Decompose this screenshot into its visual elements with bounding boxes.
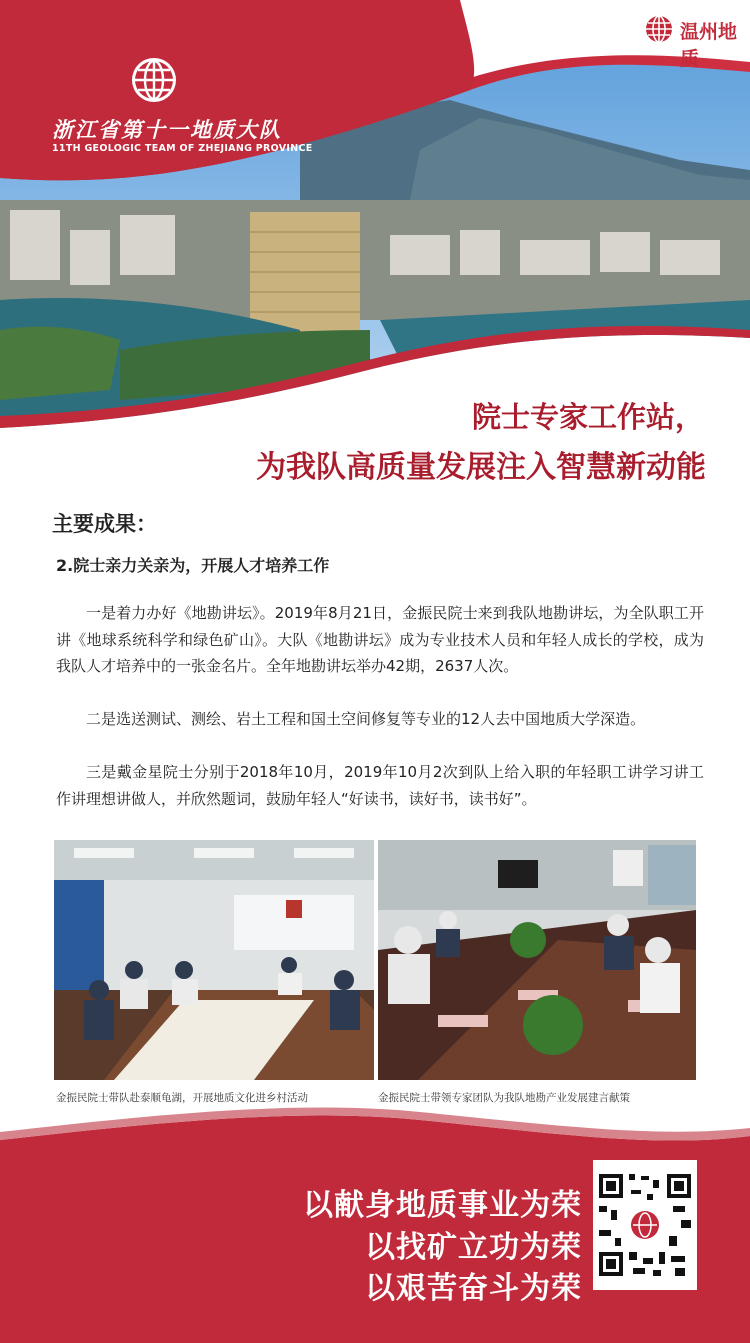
meeting-photo-2	[378, 840, 696, 1080]
header-banner	[0, 0, 750, 440]
globe-logo-icon	[130, 56, 178, 104]
photo-caption-2: 金振民院士带领专家团队为我队地勘产业发展建言献策	[378, 1092, 630, 1104]
team-name-cn: 浙江省第十一地质大队	[52, 117, 282, 142]
team-name-en: 11TH GEOLOGIC TEAM OF ZHEJIANG PROVINCE	[52, 143, 313, 154]
photo-caption-1: 金振民院士带队赴泰顺龟湖，开展地质文化进乡村活动	[56, 1092, 308, 1104]
slogan-line: 以艰苦奋斗为荣	[365, 1271, 582, 1306]
headline-line1: 院士专家工作站，	[471, 400, 704, 434]
globe-logo-icon	[644, 14, 674, 44]
section-title: 主要成果：	[52, 512, 157, 536]
paragraph: 三是戴金星院士分别于2018年10月，2019年10月2次到队上给入职的年轻职工讲学习讲工作讲理想讲做人，并欣然题词，鼓励年轻人“好读书，读好书，读书好”。	[56, 763, 704, 808]
section-subtitle: 2.院士亲力关亲为，开展人才培养工作	[56, 556, 330, 575]
paragraph: 二是选送测试、测绘、岩土工程和国土空间修复等专业的12人去中国地质大学深造。	[86, 710, 646, 728]
headline-line2: 为我队高质量发展注入智慧新动能	[256, 450, 706, 485]
qr-code-icon[interactable]	[593, 1160, 697, 1290]
meeting-photo-1	[54, 840, 374, 1080]
brand-name: 温州地质	[680, 21, 738, 70]
slogan-line: 以找矿立功为荣	[365, 1230, 582, 1265]
paragraph: 一是着力办好《地勘讲坛》。2019年8月21日，金振民院士来到我队地勘讲坛，为全队职工开讲《地球系统科学和绿色矿山》。大队《地勘讲坛》成为专业技术人员和年轻人成长的学校，成为我队人才培养中的一张金名片。全年地勘讲坛举办42期，2637人次。	[56, 604, 704, 675]
slogan-line: 以献身地质事业为荣	[303, 1188, 582, 1223]
